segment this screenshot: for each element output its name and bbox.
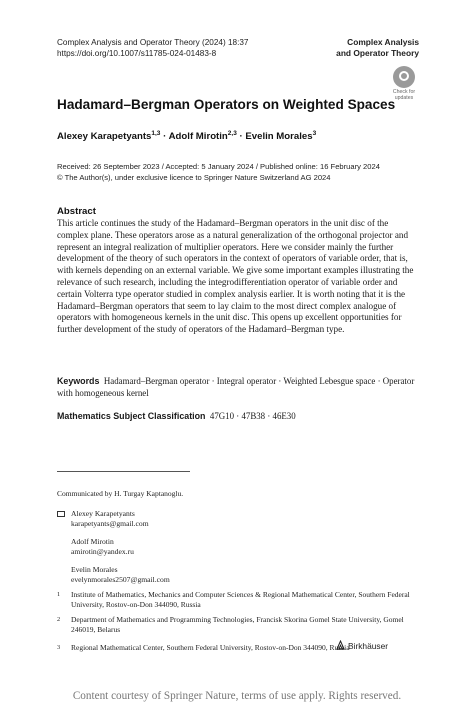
- affiliation-number: 2: [57, 616, 61, 623]
- corresponding-author: [71, 537, 170, 558]
- affiliation-item: [57, 615, 419, 636]
- copyright-line: © The Author(s), under exclusive licence to Springer Nature Switzerland AG 2024: [57, 172, 331, 182]
- paper-title: Hadamard–Bergman Operators on Weighted Spaces: [57, 97, 396, 112]
- keywords-label: Keywords: [57, 376, 100, 386]
- corresponding-author-name: Adolf Mirotin: [71, 536, 114, 546]
- author-affiliation-ref: 1,3: [151, 130, 161, 137]
- publisher-name: Birkhäuser: [348, 641, 389, 651]
- journal-name: [336, 37, 419, 59]
- author-separator: ·: [163, 131, 167, 143]
- dates-line: Received: 26 September 2023 / Accepted: 5 January 2024 / Published online: 16 February 2024: [57, 162, 380, 171]
- affiliation-number: 1: [57, 591, 61, 598]
- check-for-updates-badge[interactable]: [387, 66, 421, 100]
- author-name[interactable]: Alexey Karapetyants: [57, 131, 152, 143]
- msc-codes: 47G10 · 47B38 · 46E30: [209, 411, 296, 421]
- abstract-text: This article continues the study of the Hadamard–Bergman operators in the unit disc of the complex plane. These operators arose as a natural generalization of the orthogonal projector and represent an integral realization of multiplier operators. Here we consider mainly the further development of the theory of such operators in the context of operators of variable order, that is, with kernels depending on an external variable. We give some important examples illustrating the relevance of such research, including the integrodifferentiation operator of variable order and certain Volterra type operator studied in complex analysis earlier. It is worth noting that it is the Hadamard–Bergman operators that seem to lay claim to the most direct complex analogue of operators with homogeneous kernels in the unit disc. This opens up excellent opportunities for further development of the study of operators of the Hadamard–Bergman type.: [57, 218, 414, 335]
- journal-name-line1: Complex Analysis: [347, 37, 419, 47]
- journal-name-line2: and Operator Theory: [336, 48, 419, 58]
- affiliation-text: Institute of Mathematics, Mechanics and Computer Sciences & Regional Mathematical Center, Southern Federal University, Rostov-on-Don 344090, Russia: [71, 590, 410, 610]
- corresponding-author-email[interactable]: karapetyants@gmail.com: [71, 519, 149, 529]
- doi-link[interactable]: https://doi.org/10.1007/s11785-024-01483-8: [57, 49, 217, 58]
- affiliation-text: Department of Mathematics and Programming Technologies, Francisk Skorina Gomel State University, Gomel 246019, Belarus: [71, 615, 404, 635]
- corresponding-author: [71, 565, 170, 586]
- badge-label-line1: Check for: [392, 89, 416, 95]
- affiliation-number: 3: [57, 644, 61, 651]
- envelope-icon: [57, 511, 65, 517]
- msc-label: Mathematics Subject Classification: [57, 411, 206, 421]
- badge-label-line2: updates: [394, 95, 414, 101]
- keywords-text: Hadamard–Bergman operator · Integral operator · Weighted Lebesgue space · Operator with homogeneous kernel: [57, 376, 415, 398]
- author-list: [57, 130, 316, 142]
- journal-header: [57, 37, 248, 59]
- abstract-heading: Abstract: [57, 206, 96, 217]
- footnote-divider: [57, 471, 190, 472]
- author-separator: ·: [239, 131, 243, 143]
- corresponding-author-name: Alexey Karapetyants: [71, 509, 135, 518]
- affiliation-item: [57, 590, 419, 611]
- footer-notice: Content courtesy of Springer Nature, terms of use apply. Rights reserved.: [72, 690, 402, 702]
- check-for-updates-icon: [393, 66, 415, 88]
- journal-citation: Complex Analysis and Operator Theory (2024) 18:37: [57, 38, 249, 47]
- publisher-logo: [336, 640, 388, 651]
- author-name[interactable]: Evelin Morales: [245, 131, 313, 143]
- affiliation-text: Regional Mathematical Center, Southern Federal University, Rostov-on-Don 344090, Russia: [71, 643, 350, 652]
- corresponding-author: [71, 509, 170, 530]
- author-affiliation-ref: 3: [312, 130, 317, 137]
- publication-history: [57, 162, 380, 183]
- corresponding-author-name: Evelin Morales: [71, 564, 118, 574]
- corresponding-author-email[interactable]: evelynmorales2507@gmail.com: [71, 575, 170, 585]
- author-affiliation-ref: 2,3: [227, 130, 237, 137]
- msc-classification: [57, 411, 296, 421]
- correspondence-block: [57, 509, 170, 592]
- birkhauser-logo-icon: [336, 640, 345, 650]
- communicated-by: Communicated by H. Turgay Kaptanoglu.: [57, 489, 184, 498]
- affiliation-item: [57, 643, 357, 653]
- keywords: [57, 375, 419, 399]
- author-name[interactable]: Adolf Mirotin: [168, 131, 228, 143]
- corresponding-author-email[interactable]: amirotin@yandex.ru: [71, 547, 134, 557]
